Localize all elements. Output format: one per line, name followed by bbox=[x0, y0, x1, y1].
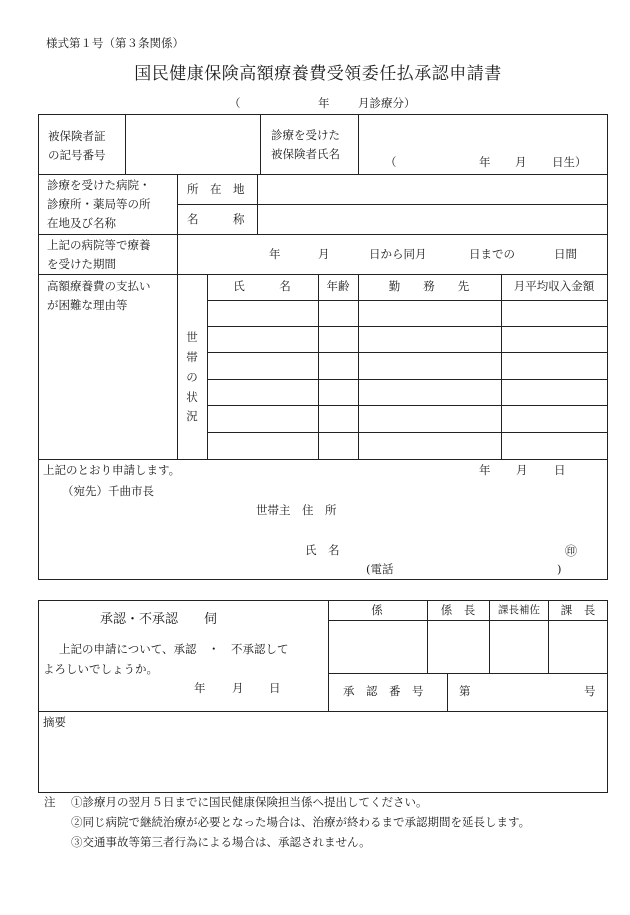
treat-period-month: 月 bbox=[318, 247, 330, 261]
household-char-1: 世 bbox=[186, 330, 198, 344]
head-address-label: 世帯主 住 所 bbox=[256, 503, 337, 517]
application-statement: 上記のとおり申請します。 bbox=[43, 463, 181, 477]
seal-mark: ㊞ bbox=[565, 544, 578, 558]
approval-number-suffix: 号 bbox=[584, 684, 596, 698]
reason-label-2: が困難な理由等 bbox=[47, 298, 128, 312]
birth-year: 年 bbox=[479, 155, 491, 169]
reason-label-1: 高額療養費の支払い bbox=[47, 279, 151, 293]
column-age: 年齢 bbox=[326, 279, 350, 293]
household-char-5: 況 bbox=[186, 409, 198, 423]
birth-month: 月 bbox=[515, 155, 527, 169]
period-year: 年 bbox=[318, 96, 330, 110]
application-month: 月 bbox=[516, 463, 528, 477]
role-manager: 課 長 bbox=[560, 603, 596, 617]
treat-period-year: 年 bbox=[269, 247, 281, 261]
approval-body-1: 上記の申請について、承認 ・ 不承認して bbox=[59, 642, 289, 656]
facility-name-label: 名 称 bbox=[187, 212, 245, 226]
hospital-label-3: 在地及び名称 bbox=[47, 216, 116, 230]
approval-number-prefix: 第 bbox=[459, 684, 471, 698]
approval-heading: 承認・不承認 伺 bbox=[100, 612, 218, 627]
notes-label: 注 bbox=[44, 795, 56, 809]
form-title: 国民健康保険高額療養費受領委任払承認申請書 bbox=[134, 64, 502, 84]
addressee: （宛先）千曲市長 bbox=[62, 484, 154, 498]
approval-day: 日 bbox=[269, 681, 281, 695]
note-item-2: ②同じ病院で継続治療が必要となった場合は、治療が終わるまで承認期間を延長します。 bbox=[71, 815, 531, 829]
period-month: 月診療分） bbox=[358, 96, 416, 110]
treat-period-from: 日から同月 bbox=[369, 247, 427, 261]
hospital-label-2: 診療所・薬局等の所 bbox=[47, 197, 151, 211]
approval-month: 月 bbox=[232, 681, 244, 695]
note-item-1: ①診療月の翌月５日までに国民健康保険担当係へ提出してください。 bbox=[71, 795, 428, 809]
treat-period-days: 日間 bbox=[554, 247, 577, 261]
insured-id-label-2: の記号番号 bbox=[48, 148, 106, 162]
household-char-3: の bbox=[186, 370, 198, 384]
applicant-name-label: 氏 名 bbox=[305, 543, 340, 557]
role-chief: 係 長 bbox=[440, 603, 476, 617]
patient-label-2: 被保険者氏名 bbox=[271, 147, 340, 161]
form-number: 様式第１号（第３条関係） bbox=[46, 36, 184, 50]
birth-day: 日生） bbox=[552, 155, 587, 169]
role-staff: 係 bbox=[371, 603, 383, 617]
period-label-1: 上記の病院等で療養 bbox=[47, 238, 151, 252]
column-income: 月平均収入金額 bbox=[513, 279, 595, 293]
approval-body-2: よろしいでしょうか。 bbox=[43, 662, 158, 676]
application-day: 日 bbox=[554, 463, 566, 477]
column-name: 氏 名 bbox=[233, 279, 291, 293]
approval-year: 年 bbox=[194, 681, 206, 695]
treat-period-until: 日までの bbox=[469, 247, 515, 261]
insured-id-label-1: 被保険者証 bbox=[48, 129, 106, 143]
period-open: （ bbox=[229, 96, 241, 110]
household-char-4: 状 bbox=[186, 390, 198, 404]
summary-label: 摘要 bbox=[43, 715, 66, 729]
column-employer: 勤 務 先 bbox=[388, 279, 470, 293]
note-item-3: ③交通事故等第三者行為による場合は、承認されません。 bbox=[71, 835, 371, 849]
address-label: 所 在 地 bbox=[187, 182, 245, 196]
hospital-label-1: 診療を受けた病院・ bbox=[47, 178, 151, 192]
period-label-2: を受けた期間 bbox=[47, 257, 116, 271]
patient-label-1: 診療を受けた bbox=[271, 128, 340, 142]
birth-open: （ bbox=[385, 155, 397, 169]
phone-close: ) bbox=[557, 562, 562, 576]
phone-open: (電話 bbox=[366, 562, 394, 576]
approval-number-label: 承 認 番 号 bbox=[343, 684, 424, 698]
household-char-2: 帯 bbox=[186, 350, 198, 364]
application-year: 年 bbox=[479, 463, 491, 477]
role-deputy-manager: 課長補佐 bbox=[498, 604, 540, 616]
